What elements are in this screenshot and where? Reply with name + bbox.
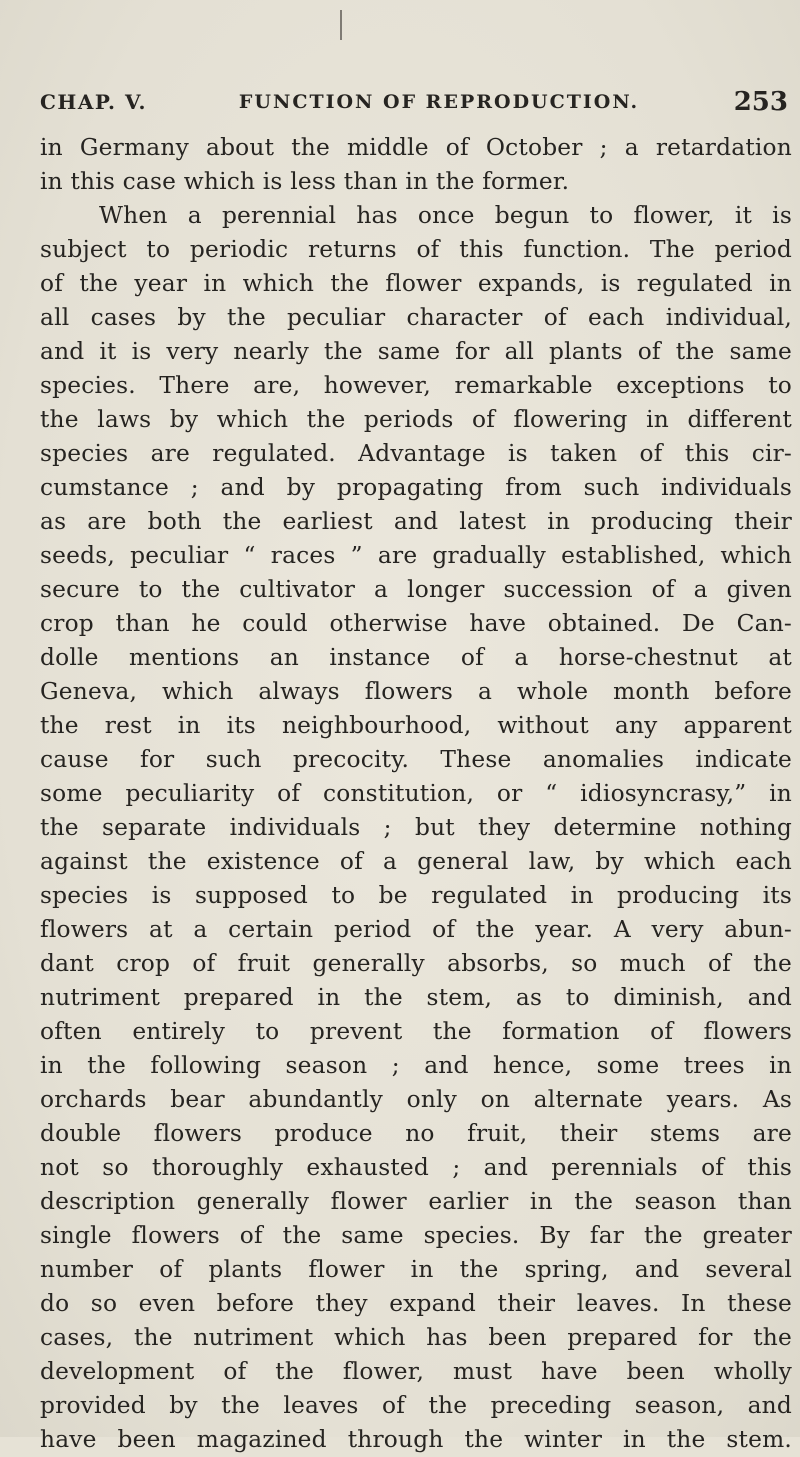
text-line: description generally flower earlier in the season than [40, 1188, 792, 1215]
text-line: flowers at a certain period of the year. A very abun- [40, 916, 792, 943]
text-line: subject to periodic returns of this function. The period [40, 236, 792, 263]
running-header [40, 82, 788, 122]
running-title: FUNCTION OF REPRODUCTION. [238, 91, 640, 113]
text-line: in Germany about the middle of October ; a retardation [40, 134, 792, 161]
text-line: as are both the earliest and latest in producing their [40, 508, 792, 535]
text-line: provided by the leaves of the preceding season, and [40, 1392, 792, 1419]
text-line: the rest in its neighbourhood, without any apparent [40, 712, 792, 739]
paragraph-first-line: When a perennial has once begun to flower, it is [99, 202, 792, 229]
text-line: in the following season ; and hence, some trees in [40, 1052, 792, 1079]
text-line: in this case which is less than in the former. [40, 168, 570, 195]
text-line: the separate individuals ; but they determine nothing [40, 814, 792, 841]
text-line: seeds, peculiar “ races ” are gradually established, which [40, 542, 792, 569]
text-line: number of plants flower in the spring, and several [40, 1256, 792, 1283]
text-line: species. There are, however, remarkable exceptions to [40, 372, 792, 399]
text-line: double flowers produce no fruit, their stems are [40, 1120, 792, 1147]
body-text [40, 131, 792, 1457]
text-line: do so even before they expand their leaves. In these [40, 1290, 792, 1317]
text-line: often entirely to prevent the formation of flowers [40, 1018, 792, 1045]
text-line: cause for such precocity. These anomalies indicate [40, 746, 792, 773]
page-number: 253 [733, 87, 788, 117]
text-line: and it is very nearly the same for all plants of the same [40, 338, 792, 365]
text-line: all cases by the peculiar character of each individual, [40, 304, 792, 331]
text-line: dolle mentions an instance of a horse-chestnut at [40, 644, 792, 671]
text-line: have been magazined through the winter in the stem. [40, 1426, 792, 1453]
text-line: crop than he could otherwise have obtained. De Can- [40, 610, 792, 637]
text-line: of the year in which the flower expands, is regulated in [40, 270, 792, 297]
text-line: Geneva, which always flowers a whole month before [40, 678, 792, 705]
text-line: nutriment prepared in the stem, as to diminish, and [40, 984, 792, 1011]
text-line: development of the flower, must have been wholly [40, 1358, 792, 1385]
text-line: species is supposed to be regulated in producing its [40, 882, 792, 909]
text-line: orchards bear abundantly only on alternate years. As [40, 1086, 792, 1113]
text-line: not so thoroughly exhausted ; and perennials of this [40, 1154, 792, 1181]
text-line: cumstance ; and by propagating from such individuals [40, 474, 792, 501]
text-line: secure to the cultivator a longer succession of a given [40, 576, 792, 603]
text-line: single flowers of the same species. By far the greater [40, 1222, 792, 1249]
text-line: species are regulated. Advantage is taken of this cir- [40, 440, 792, 467]
text-line: the laws by which the periods of flowering in different [40, 406, 792, 433]
text-line: against the existence of a general law, by which each [40, 848, 792, 875]
text-line: some peculiarity of constitution, or “ idiosyncrasy,” in [40, 780, 792, 807]
margin-mark [340, 10, 342, 40]
text-line: cases, the nutriment which has been prepared for the [40, 1324, 792, 1351]
text-line: dant crop of fruit generally absorbs, so much of the [40, 950, 792, 977]
chapter-label: CHAP. V. [40, 90, 147, 114]
